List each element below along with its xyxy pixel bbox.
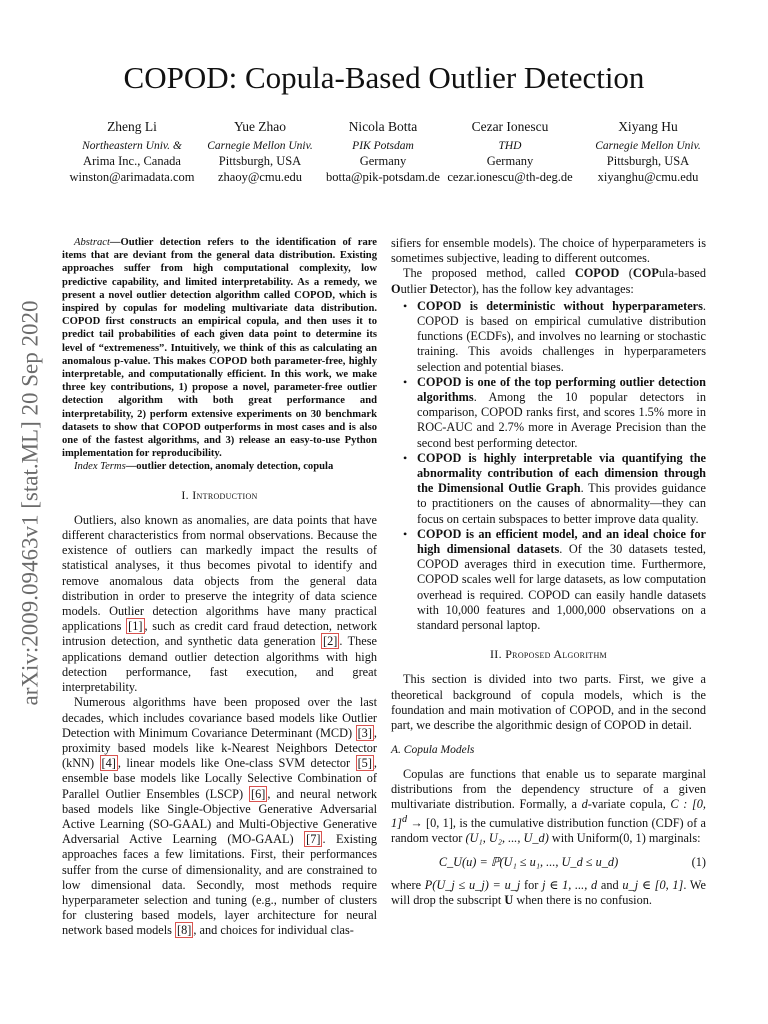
author-name: Zheng Li bbox=[107, 119, 157, 134]
author-location: Pittsburgh, USA bbox=[218, 154, 302, 168]
intro-paragraph-1 bbox=[62, 513, 377, 695]
citation-link[interactable]: [2] bbox=[323, 634, 338, 649]
citation-link[interactable]: [1] bbox=[128, 619, 143, 634]
author-location: Germany bbox=[486, 154, 534, 168]
bullet-icon: • bbox=[403, 374, 408, 389]
list-item-lead: COPOD is deterministic without hyperparameters bbox=[417, 298, 703, 313]
author-block-2 bbox=[200, 119, 320, 185]
abstract bbox=[62, 236, 377, 460]
list-item-lead: COPOD is highly interpretable via quantifying the abnormality contribution of each dimension through the Dimensional Outlie Graph bbox=[417, 450, 706, 496]
text-run: and bbox=[597, 877, 623, 892]
author-email: winston@arimadata.com bbox=[69, 169, 195, 184]
text-run: The proposed method, called bbox=[403, 266, 575, 281]
list-item-text: . Among the 10 popular detectors in comparison, COPOD ranks first, and scores 1.5% more in ROC-AUC and 2.7% more in Average Precision than the second best performing detector. bbox=[417, 390, 706, 450]
text-run: , and choices for individual clas- bbox=[193, 923, 354, 938]
author-block-4 bbox=[444, 119, 576, 185]
author-affiliation: PIK Potsdam bbox=[352, 139, 414, 152]
right-column bbox=[391, 236, 706, 908]
text-run: ula-based bbox=[658, 266, 707, 281]
author-affiliation: Carnegie Mellon Univ. bbox=[595, 139, 701, 152]
text-run: , such as credit card fraud detection, network intrusion detection, and synthetic data generation bbox=[62, 619, 377, 649]
author-block-3 bbox=[323, 119, 443, 185]
author-email: cezar.ionescu@th-deg.de bbox=[447, 169, 573, 184]
citation-link[interactable]: [6] bbox=[251, 786, 266, 801]
text-run: when there is no confusion. bbox=[513, 893, 652, 908]
left-column bbox=[62, 236, 377, 939]
math-inline: → [0, 1] bbox=[407, 816, 453, 831]
text-run: Numerous algorithms have been proposed over the last decades, which includes covariance based models like Outlier Detection with Minimum Covariance Determinant (MCD) bbox=[62, 695, 377, 740]
author-affiliation: Carnegie Mellon Univ. bbox=[207, 139, 313, 152]
math-inline: P(U_j ≤ u_j) = u_j bbox=[424, 877, 521, 892]
text-run: Outliers, also known as anomalies, are data points that have different characteristics from normal observations. Because the existence of outliers can markedly impact the results of statistical analyses, it thus becomes pivotal to identify and remove anomalous data objects from the general data distribution in order to preserve the integrity of data science models. Outlier detection algorithms have many practical applications bbox=[62, 512, 377, 634]
acronym-letters: O bbox=[391, 281, 401, 296]
citation-link[interactable]: [7] bbox=[306, 832, 321, 847]
author-affiliation: Northeastern Univ. & bbox=[82, 139, 182, 152]
citation-link[interactable]: [4] bbox=[101, 756, 116, 771]
math-inline: d bbox=[581, 796, 588, 811]
proposed-method-paragraph bbox=[391, 266, 706, 296]
author-name: Yue Zhao bbox=[233, 119, 287, 134]
list-item bbox=[403, 374, 706, 451]
equation-number: (1) bbox=[691, 854, 706, 869]
author-block-1 bbox=[62, 119, 202, 185]
index-terms-label: Index Terms bbox=[74, 461, 126, 473]
abstract-text: —Outlier detection refers to the identification of rare items that are deviant from the general data distribution. Existing approaches suffer from high computational complexity, low predictive capability, and limited interpretability. As a remedy, we present a novel outlier detection algorithm called COPOD, which is inspired by copulas for modeling multivariate data distribution. COPOD first constructs an empirical copula, and then uses it to predict tail probabilities of each given data point to determine its level of “extremeness”. Intuitively, we think of this as calculating an anomalous p-value. This makes COPOD both parameter-free, highly interpretable, and computationally efficient. In this work, we make three key contributions, 1) propose a novel, parameter-free outlier detection algorithm with both great performance and interpretability, 2) perform extensive experiments on 30 benchmark datasets to show that COPOD outperforms in most cases and is also one of the fastest algorithms, and 3) release an easy-to-use Python implementation for reproducibility. bbox=[62, 237, 377, 460]
text-run: , ensemble base models like Locally Selective Combination of Parallel Outlier Ensembles (LSCP) bbox=[62, 756, 377, 801]
author-location: Pittsburgh, USA bbox=[606, 154, 690, 168]
copula-paragraph bbox=[391, 767, 706, 847]
method-name: COPOD bbox=[574, 266, 620, 281]
bullet-icon: • bbox=[403, 450, 408, 465]
list-item bbox=[403, 526, 706, 633]
math-inline: j ∈ 1, ..., d bbox=[542, 877, 598, 892]
text-run: with Uniform(0, 1) marginals: bbox=[548, 831, 701, 846]
bullet-icon: • bbox=[403, 526, 408, 541]
author-location: Arima Inc., Canada bbox=[83, 154, 181, 168]
text-run: -variate copula, bbox=[587, 796, 671, 811]
author-block-5 bbox=[578, 119, 718, 185]
text-run: , proximity based models like k-Nearest Neighbors Detector (kNN) bbox=[62, 725, 377, 771]
continued-paragraph: sifiers for ensemble models). The choice of hyperparameters is sometimes subjective, leading to different outcomes. bbox=[391, 236, 706, 266]
math-inline: U bbox=[504, 893, 514, 908]
acronym-letters: COP bbox=[632, 266, 659, 281]
text-run: for bbox=[520, 877, 543, 892]
text-run: . Existing approaches faces a few limitations. First, their performances suffer from the curse of dimensionality, and are constrained to low dimensional data. Secondly, most methods require hyperparameter selection and tuning (e.g., number of clusters for clustering based models, layer architecture for neural network based models bbox=[62, 832, 377, 938]
list-item-lead: COPOD is one of the top performing outlier detection algorithms bbox=[417, 374, 706, 405]
section-2-paragraph: This section is divided into two parts. First, we give a theoretical background of copula models, which is the foundation and main motivation of COPOD, and in the second part, we describe the algorithmic design of COPOD in detail. bbox=[391, 672, 706, 733]
index-terms bbox=[62, 460, 377, 473]
author-affiliation: THD bbox=[498, 139, 522, 152]
where-paragraph bbox=[391, 878, 706, 908]
paper-title: COPOD: Copula-Based Outlier Detection bbox=[123, 60, 645, 95]
author-email: xiyanghu@cmu.edu bbox=[597, 169, 699, 184]
intro-paragraph-2 bbox=[62, 695, 377, 938]
text-run: ( bbox=[619, 266, 633, 281]
text-run: , and neural network based models like Single-Objective Generative Adversarial Active Learning (SO-GAAL) and Multi-Objective Generative Adversarial Active Learning (MO-GAAL) bbox=[62, 786, 377, 847]
list-item-text: . This provides guidance to practitioners on the causes of abnormality—they can focus on certain subspaces to better improve data quality. bbox=[417, 481, 706, 526]
equation-1 bbox=[391, 855, 706, 870]
text-run: , is the cumulative distribution function (CDF) of a random vector bbox=[391, 816, 706, 846]
arxiv-identifier-text: arXiv:2009.09463v1 [stat.ML] 20 Sep 2020 bbox=[17, 300, 43, 706]
text-run: Copulas are functions that enable us to separate marginal distributions from the dependency structure of a given multivariate distribution. Formally, a bbox=[391, 766, 706, 811]
list-item bbox=[403, 298, 706, 375]
math-inline: (U₁, U₂, ..., U_d) bbox=[465, 831, 549, 846]
arxiv-identifier bbox=[3, 268, 57, 738]
text-run: . We will drop the subscript bbox=[391, 877, 707, 908]
list-item-text: . Of the 30 datasets tested, COPOD averages third in execution time. Furthermore, COPOD scales well for large datasets, as low computation overhead is required. COPOD can easily handle datasets with 10,000 features and 1,000,000 observations on a standard personal laptop. bbox=[417, 542, 706, 633]
author-name: Xiyang Hu bbox=[618, 119, 678, 134]
advantages-list bbox=[391, 299, 706, 633]
list-item bbox=[403, 450, 706, 527]
author-email: zhaoy@cmu.edu bbox=[217, 169, 303, 184]
author-location: Germany bbox=[359, 154, 407, 168]
text-run: where bbox=[391, 877, 425, 892]
text-run: . These applications demand outlier detection algorithms with high detection performance, fast execution, and great interpretability. bbox=[62, 634, 377, 695]
section-heading-introduction: I. Introduction bbox=[181, 487, 258, 502]
text-run: utlier bbox=[400, 281, 430, 296]
math-inline: C : [0, 1] bbox=[391, 796, 707, 831]
math-inline: u_j ∈ [0, 1] bbox=[622, 877, 684, 892]
list-item-lead: COPOD is an efficient model, and an ideal choice for high dimensional datasets bbox=[417, 526, 706, 557]
subsection-heading-copula-models: A. Copula Models bbox=[391, 744, 475, 757]
author-name: Nicola Botta bbox=[348, 119, 418, 134]
citation-link[interactable]: [3] bbox=[357, 725, 372, 740]
author-email: botta@pik-potsdam.de bbox=[326, 169, 440, 184]
citation-link[interactable]: [5] bbox=[357, 756, 372, 771]
citation-link[interactable]: [8] bbox=[177, 923, 192, 938]
author-name: Cezar Ionescu bbox=[471, 119, 549, 134]
math-inline: d bbox=[401, 814, 408, 826]
text-run: etector), has the follow key advantages: bbox=[438, 281, 634, 296]
text-run: , linear models like One-class SVM detector bbox=[117, 756, 356, 771]
bullet-icon: • bbox=[403, 298, 408, 313]
index-terms-text: —outlier detection, anomaly detection, copula bbox=[125, 461, 334, 473]
equation-body: C_U(u) = ℙ(U₁ ≤ u₁, ..., U_d ≤ u_d) bbox=[438, 854, 619, 869]
list-item-text: . COPOD is based on empirical cumulative distribution functions (ECDFs), and involves no learning or stochastic training. This avoids challenges in hyperparameters selection and potential biases. bbox=[417, 298, 706, 374]
section-heading-proposed-algorithm: II. Proposed Algorithm bbox=[490, 647, 607, 662]
abstract-label: Abstract bbox=[74, 237, 110, 248]
acronym-letters: D bbox=[429, 281, 439, 296]
